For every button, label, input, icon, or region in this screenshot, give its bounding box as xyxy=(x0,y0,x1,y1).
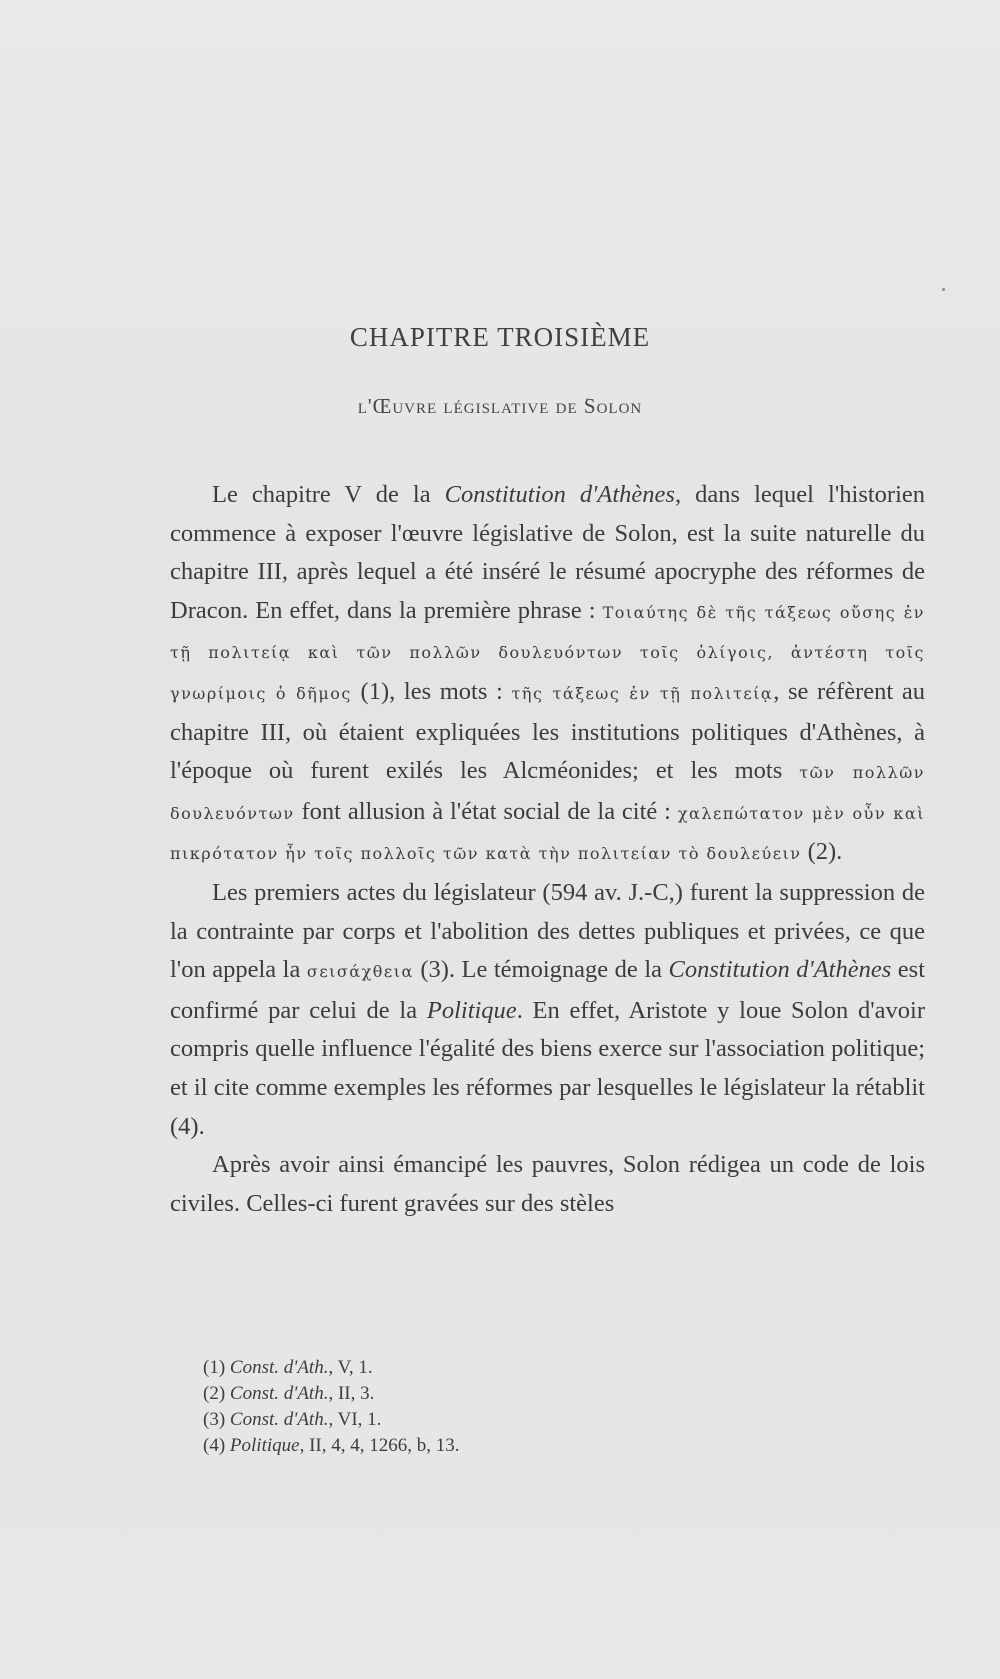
footnote-number: (2) xyxy=(203,1383,226,1404)
footnote-reference: , V, 1. xyxy=(328,1357,373,1378)
footnote-work: Const. d'Ath. xyxy=(229,1409,329,1430)
footnote xyxy=(203,1355,459,1381)
greek-quotation: Τοιαύτης δὲ τῆς τάξεως οὔσης ἐν τῇ πολιτείᾳ καὶ τῶν πολλῶν δουλευόντων τοῖς ὀλίγοις, ἀντέστη τοῖς γνωρίμοις ὁ δῆμος xyxy=(170,602,926,703)
footnote xyxy=(203,1433,459,1459)
text-run: (1), les mots : xyxy=(351,677,512,705)
text-run: Le chapitre V de la xyxy=(212,481,445,508)
footnote-number: (1) xyxy=(203,1357,226,1378)
footnote xyxy=(203,1381,459,1407)
text-run: Après avoir ainsi émancipé les pauvres, Solon rédigea un code de lois civiles. Celles-ci furent gravées sur des stèles xyxy=(170,1151,925,1217)
footnote-work: Politique xyxy=(229,1435,300,1456)
greek-quotation: τῆς τάξεως ἐν τῇ πολιτείᾳ xyxy=(511,683,774,703)
footnote-work: Const. d'Ath. xyxy=(229,1383,329,1404)
greek-quotation: χαλεπώτατον μὲν οὖν καὶ πικρότατον ἦν τοῖς πολλοῖς τῶν κατὰ τὴν πολιτείαν τὸ δουλεύειν xyxy=(170,803,925,864)
italic-title: Constitution d'Athènes xyxy=(444,481,675,508)
text-run: , dans lequel l'historien commence à exposer l'œuvre législative de Solon, est la suite naturelle du chapitre III, après lequel a été inséré le résumé apocryphe des réformes de Dracon. En effet, dans la première phrase : xyxy=(170,481,925,624)
text-run: (3). Le témoignage de la xyxy=(413,956,669,984)
text-run: est confirmé par celui de la xyxy=(170,956,925,1024)
greek-word: σεισάχθεια xyxy=(306,962,414,982)
greek-quotation: τῶν πολλῶν δουλευόντων xyxy=(170,763,925,823)
paragraph-2 xyxy=(170,874,925,1146)
text-run: . En effet, Aristote y loue Solon d'avoir compris quelle influence l'égalité des biens exerce sur l'association politique; et il cite comme exemples les réformes par lesquelles le législateur la rétablit (4). xyxy=(170,996,925,1140)
footnote-number: (4) xyxy=(203,1435,226,1456)
footnote xyxy=(203,1407,459,1433)
text-run: (2). xyxy=(801,838,843,866)
paragraph-1 xyxy=(170,476,925,874)
footnotes xyxy=(203,1355,459,1459)
footnote-work: Const. d'Ath. xyxy=(229,1357,329,1378)
paper-speck xyxy=(942,288,945,291)
italic-title: Politique xyxy=(426,996,517,1024)
footnote-reference: , VI, 1. xyxy=(328,1409,382,1430)
chapter-title: CHAPITRE TROISIÈME xyxy=(349,322,651,352)
text-run: Les premiers actes du législateur (594 av. J.-C,) furent la suppression de la contrainte par corps et l'abolition des dettes publiques et privées, ce que l'on appela la xyxy=(170,878,925,984)
text-run: , se réfèrent au chapitre III, où étaient expliquées les institutions politiques d'Athènes, à l'époque où furent exilés les Alcméonides; et les mots xyxy=(170,677,925,785)
section-title: l'Œuvre législative de Solon xyxy=(357,394,643,418)
paragraph-3 xyxy=(170,1146,925,1223)
italic-title: Constitution d'Athènes xyxy=(668,956,892,984)
footnote-reference: , II, 3. xyxy=(328,1383,375,1404)
footnote-reference: , II, 4, 4, 1266, b, 13. xyxy=(299,1435,460,1456)
footnote-number: (3) xyxy=(203,1409,226,1430)
text-run: font allusion à l'état social de la cité : xyxy=(294,797,678,825)
body-text xyxy=(170,476,925,1223)
